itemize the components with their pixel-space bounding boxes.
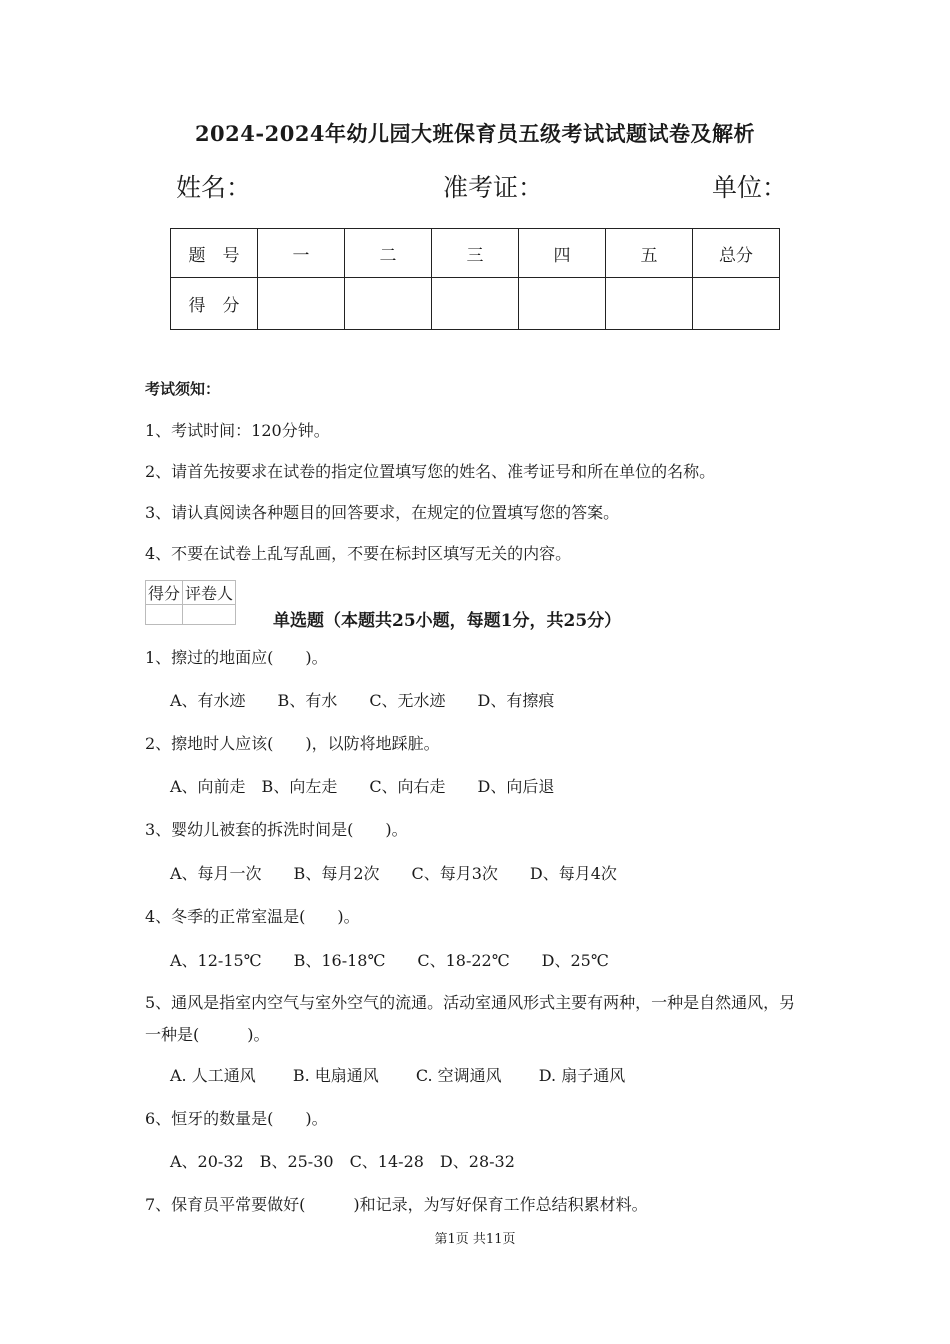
grader-box-score-label: 得分 [146,581,183,605]
page-title: 2024-2024年幼儿园大班保育员五级考试试题试卷及解析 [194,121,756,146]
score-cell[interactable] [345,278,432,330]
score-table-header-cell: 总分 [693,229,780,278]
notice-item: 3、请认真阅读各种题目的回答要求，在规定的位置填写您的答案。 [145,503,620,522]
question-options: A. 人工通风 B. 电扇通风 C. 空调通风 D. 扇子通风 [170,1066,626,1085]
score-table-score-row [171,278,780,330]
exam-id-label: 准考证： [443,173,544,202]
score-cell[interactable] [258,278,345,330]
name-label: 姓名： [176,173,252,202]
unit-label: 单位： [712,173,788,202]
question-options: A、20-32 B、25-30 C、14-28 D、28-32 [170,1152,515,1171]
question-stem: 7、保育员平常要做好( )和记录，为写好保育工作总结积累材料。 [145,1195,648,1214]
question-stem: 1、擦过的地面应( )。 [145,648,328,667]
notice-item: 4、不要在试卷上乱写乱画，不要在标封区填写无关的内容。 [145,544,572,563]
question-stem: 5、通风是指室内空气与室外空气的流通。活动室通风形式主要有两种，一种是自然通风，另一种是( )。 [145,993,796,1044]
grader-box-score-cell[interactable] [146,605,183,625]
score-table-header-cell: 一 [258,229,345,278]
question-options: A、12-15℃ B、16-18℃ C、18-22℃ D、25℃ [170,951,609,970]
question-stem: 2、擦地时人应该( )，以防将地踩脏。 [145,734,440,753]
score-cell[interactable] [693,278,780,330]
score-table-header-cell: 四 [519,229,606,278]
question-stem: 3、婴幼儿被套的拆洗时间是( )。 [145,820,408,839]
question-options: A、有水迹 B、有水 C、无水迹 D、有擦痕 [170,691,555,710]
section-heading: 单选题（本题共25小题，每题1分，共25分） [273,611,622,631]
score-cell[interactable] [606,278,693,330]
score-table-header-cell: 二 [345,229,432,278]
score-cell[interactable] [519,278,606,330]
question-stem: 6、恒牙的数量是( )。 [145,1109,328,1128]
question-options: A、向前走 B、向左走 C、向右走 D、向后退 [170,777,555,796]
notice-heading: 考试须知： [145,380,221,398]
score-table-header-cell: 五 [606,229,693,278]
score-table-header-cell: 三 [432,229,519,278]
notice-item: 1、考试时间：120分钟。 [145,421,330,440]
score-table [170,228,780,330]
score-table-header-cell: 题 号 [171,229,258,278]
question-stem: 4、冬季的正常室温是( )。 [145,907,360,926]
question-options: A、每月一次 B、每月2次 C、每月3次 D、每月4次 [170,864,617,883]
notice-item: 2、请首先按要求在试卷的指定位置填写您的姓名、准考证号和所在单位的名称。 [145,462,716,481]
page-footer: 第1页 共11页 [434,1232,516,1247]
grader-box-grader-label: 评卷人 [183,581,236,605]
grader-box [145,580,236,625]
grader-box-grader-cell[interactable] [183,605,236,625]
score-row-label: 得 分 [171,278,258,330]
score-table-header-row [171,229,780,278]
score-cell[interactable] [432,278,519,330]
